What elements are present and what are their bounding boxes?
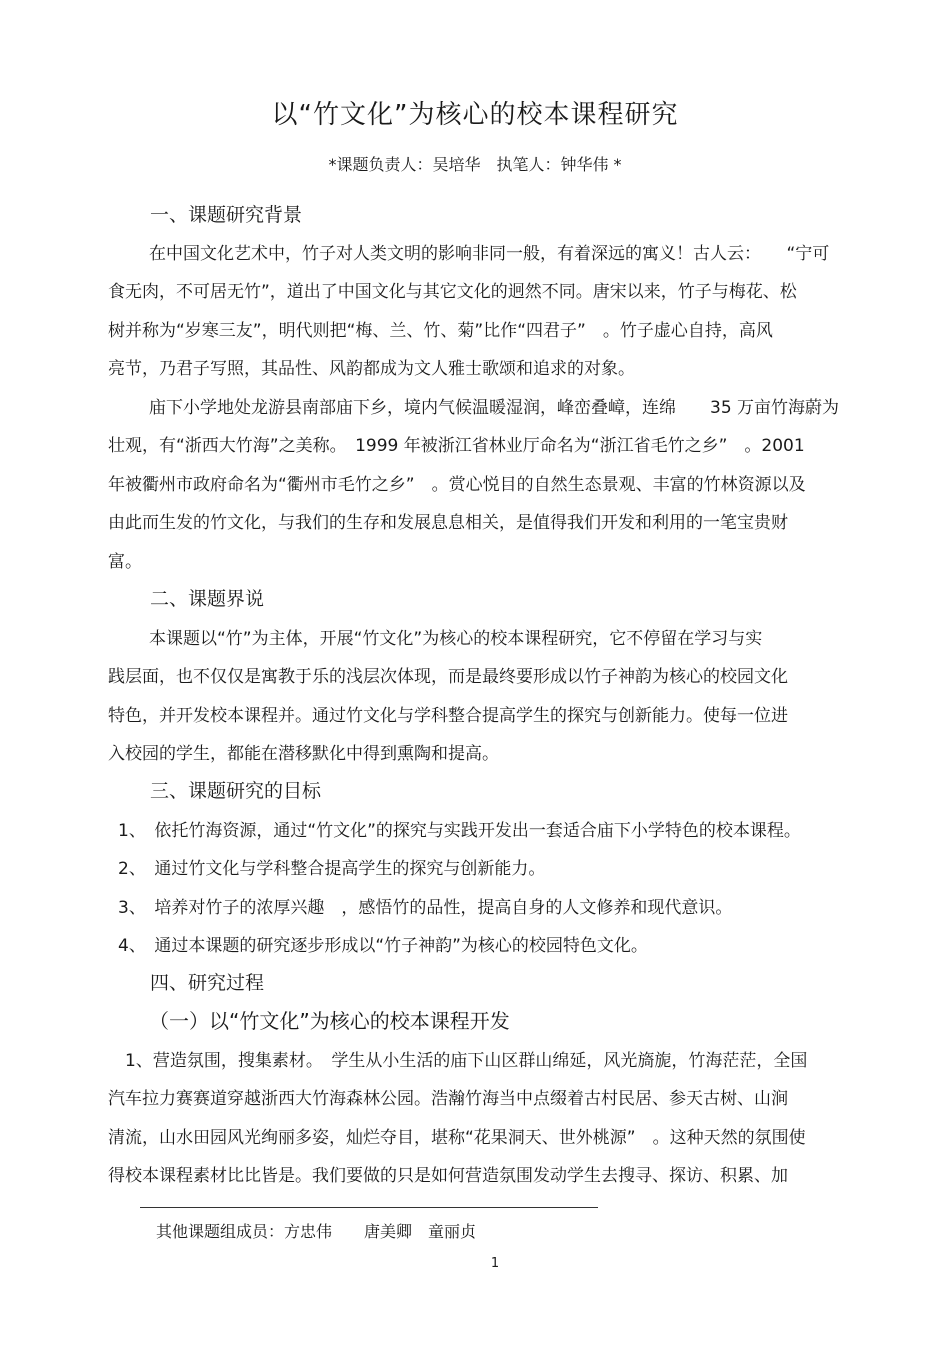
paragraph-line: 由此而生发的竹文化，与我们的生存和发展息息相关，是值得我们开发和利用的一笔宝贵财 — [108, 513, 788, 533]
subsection-heading: （一）以“竹文化”为核心的校本课程开发 — [149, 1009, 510, 1033]
paragraph-line: 食无肉，不可居无竹”，道出了中国文化与其它文化的迥然不同。唐宋以来，竹子与梅花、松 — [108, 282, 797, 302]
paragraph-line: 年被衢州市政府命名为“衢州市毛竹之乡” 。赏心悦目的自然生态景观、丰富的竹林资源以及 — [108, 475, 806, 495]
paragraph-line: 入校园的学生，都能在潜移默化中得到熏陶和提高。 — [108, 744, 499, 764]
section-heading-goals: 三、课题研究的目标 — [150, 780, 322, 802]
paragraph-line: 树并称为“岁寒三友”，明代则把“梅、兰、竹、菊”比作“四君子” 。竹子虚心自持，高风 — [108, 321, 773, 341]
section-heading-process: 四、研究过程 — [150, 972, 265, 994]
paragraph-line: 亮节，乃君子写照，其品性、风韵都成为文人雅士歌颂和追求的对象。 — [108, 359, 635, 379]
page-number: 1 — [490, 1256, 500, 1271]
footnote-divider — [140, 1207, 598, 1208]
list-item: 3、 培养对竹子的浓厚兴趣 ，感悟竹的品性，提高自身的人文修养和现代意识。 — [118, 898, 733, 918]
paragraph-line: 清流，山水田园风光绚丽多姿，灿烂夺目，堪称“花果洞天、世外桃源” 。这种天然的氛围使 — [108, 1128, 806, 1148]
paragraph-line: 庙下小学地处龙游县南部庙下乡，境内气候温暖湿润，峰峦叠嶂，连绵 35 万亩竹海蔚为 — [149, 398, 840, 418]
paragraph-line: 汽车拉力赛赛道穿越浙西大竹海森林公园。浩瀚竹海当中点缀着古村民居、参天古树、山涧 — [108, 1089, 788, 1109]
paragraph-line: 壮观，有“浙西大竹海”之美称。 1999 年被浙江省林业厅命名为“浙江省毛竹之乡” 。2001 — [108, 436, 805, 456]
list-item: 2、 通过竹文化与学科整合提高学生的探究与创新能力。 — [118, 859, 546, 879]
footnote: 其他课题组成员：方忠伟 唐美卿 童丽贞 — [156, 1222, 477, 1241]
paragraph-line: 践层面，也不仅仅是寓教于乐的浅层次体现，而是最终要形成以竹子神韵为核心的校园文化 — [108, 667, 788, 687]
list-item: 4、 通过本课题的研究逐步形成以“竹子神韵”为核心的校园特色文化。 — [118, 936, 648, 956]
paragraph-line: 富。 — [108, 552, 142, 572]
paragraph-line: 得校本课程素材比比皆是。我们要做的只是如何营造氛围发动学生去搜寻、探访、积累、加 — [108, 1166, 788, 1186]
paragraph-line: 1、营造氛围，搜集素材。 学生从小生活的庙下山区群山绵延，风光旖旎，竹海茫茫，全国 — [125, 1051, 808, 1071]
list-item: 1、 依托竹海资源，通过“竹文化”的探究与实践开发出一套适合庙下小学特色的校本课程。 — [118, 821, 801, 841]
page-title: 以“竹文化”为核心的校本课程研究 — [271, 100, 679, 130]
paragraph-line: 本课题以“竹”为主体，开展“竹文化”为核心的校本课程研究，它不停留在学习与实 — [149, 629, 763, 649]
paragraph-line: 在中国文化艺术中，竹子对人类文明的影响非同一般，有着深远的寓义！古人云： “宁可 — [149, 244, 830, 264]
section-heading-definition: 二、课题界说 — [150, 588, 265, 610]
byline: *课题负责人：吴培华 执笔人：钟华伟 * — [328, 155, 622, 174]
paragraph-line: 特色，并开发校本课程并。通过竹文化与学科整合提高学生的探究与创新能力。使每一位进 — [108, 706, 788, 726]
section-heading-background: 一、课题研究背景 — [150, 204, 303, 226]
